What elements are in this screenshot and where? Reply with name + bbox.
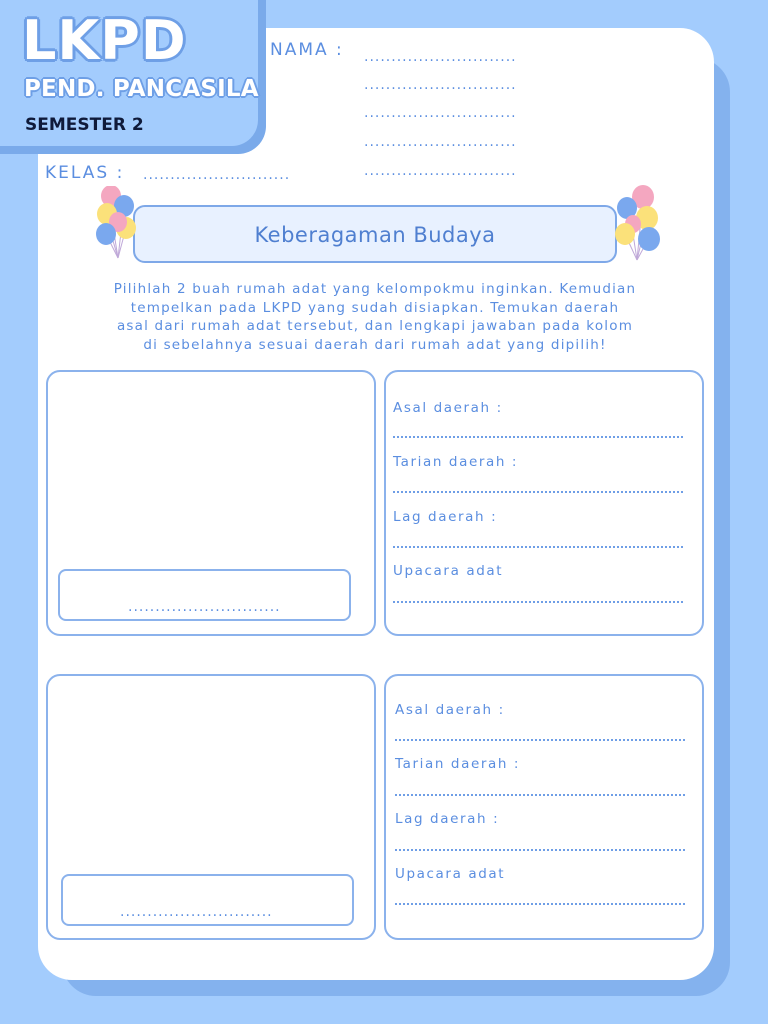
asal-daerah-line[interactable]: [395, 739, 685, 741]
balloons-right-icon: [607, 184, 677, 264]
asal-daerah-label: Asal daerah :: [395, 702, 505, 718]
upacara-adat-line[interactable]: [395, 903, 685, 905]
kelas-line[interactable]: ...........................: [143, 167, 291, 183]
subject-title: PEND. PANCASILA: [24, 76, 259, 102]
nama-label: NAMA :: [270, 40, 344, 60]
caption-line-1[interactable]: ............................: [128, 599, 281, 615]
instruction-line: asal dari rumah adat tersebut, dan lengkapi jawaban pada kolom: [116, 318, 634, 334]
instruction-line: Pilihlah 2 buah rumah adat yang kelompokmu inginkan. Kemudian: [113, 281, 637, 297]
nama-line-5[interactable]: ............................: [364, 163, 517, 179]
nama-line-4[interactable]: ............................: [364, 134, 517, 150]
lag-daerah-line[interactable]: [395, 849, 685, 851]
tarian-daerah-line[interactable]: [393, 491, 683, 493]
lag-daerah-line[interactable]: [393, 546, 683, 548]
nama-line-3[interactable]: ............................: [364, 105, 517, 121]
tarian-daerah-line[interactable]: [395, 794, 685, 796]
upacara-adat-label: Upacara adat: [395, 866, 506, 882]
tarian-daerah-label: Tarian daerah :: [395, 756, 521, 772]
asal-daerah-label: Asal daerah :: [393, 400, 503, 416]
asal-daerah-line[interactable]: [393, 436, 683, 438]
instruction-line: di sebelahnya sesuai daerah dari rumah adat yang dipilih!: [143, 336, 607, 353]
lag-daerah-label: Lag daerah :: [393, 509, 498, 525]
upacara-adat-label: Upacara adat: [393, 563, 504, 579]
caption-line-2[interactable]: ............................: [120, 904, 273, 920]
nama-line-1[interactable]: ............................: [364, 49, 517, 65]
kelas-label: KELAS :: [45, 163, 125, 183]
balloons-left-icon: [90, 186, 160, 266]
worksheet-title: Keberagaman Budaya: [254, 223, 496, 247]
semester-label: SEMESTER 2: [25, 115, 144, 135]
logo-title: LKPD: [22, 9, 187, 72]
tarian-daerah-label: Tarian daerah :: [393, 454, 519, 470]
upacara-adat-line[interactable]: [393, 601, 683, 603]
title-banner: [133, 205, 617, 263]
nama-line-2[interactable]: ............................: [364, 77, 517, 93]
lag-daerah-label: Lag daerah :: [395, 811, 500, 827]
instructions: [60, 280, 690, 354]
instruction-line: tempelkan pada LKPD yang sudah disiapkan. Temukan daerah: [130, 299, 620, 316]
